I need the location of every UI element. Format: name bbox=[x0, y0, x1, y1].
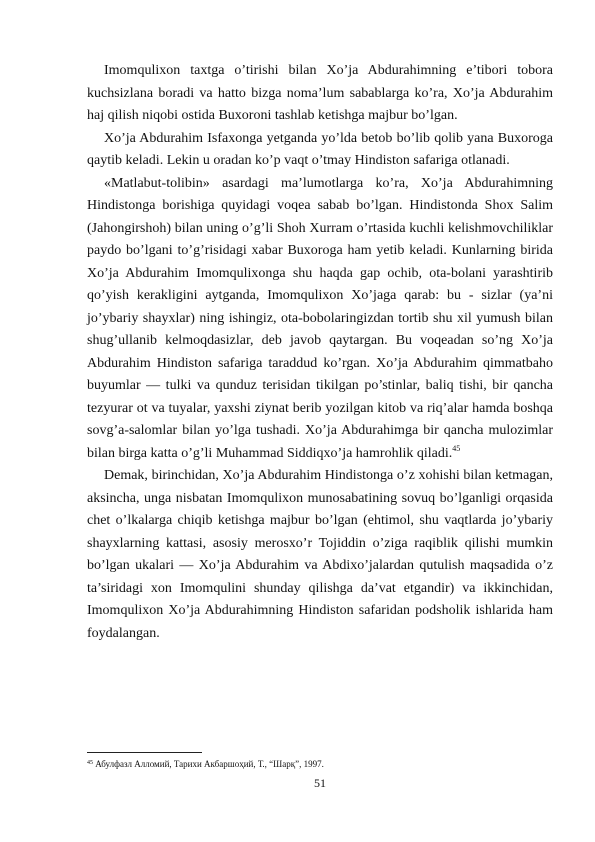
footnote-number: 45 bbox=[87, 760, 93, 766]
page-number: 51 bbox=[314, 776, 326, 790]
footnote bbox=[87, 759, 553, 769]
paragraph-1: Imomqulixon taxtga o’tirishi bilan Xo’ja Abdurahimning e’tibori tobora kuchsizlana boradi va hatto bizga noma’lum sabablarga ko’ra, Xo’ja Abdurahim haj qilish niqobi ostida Buxoroni tashlab ketishga majbur bo’lgan. bbox=[87, 63, 553, 123]
footnote-divider bbox=[87, 752, 202, 753]
footnote-text: Абулфазл Алломий, Тарихи Акбаршоҳий, Т., “Шарқ”, 1997. bbox=[95, 759, 324, 769]
paragraph-3-text: «Matlabut-tolibin» asardagi ma’lumotlarga ko’ra, Xo’ja Abdurahimning Hindistonga borishiga quyidagi voqea sabab bo’lgan. Hindistonda Shox Salim (Jahongirshoh) bilan uning o’g’li Shoh Xurram o’rtasida kuchli kelishmovchiliklar paydo bo’lgani to’g’risidagi xabar Buxoroga ham yetib keladi. Kunlarning birida Xo’ja Abdurahim Imomqulixonga shu haqda gap ochib, ota-bolani yarashtirib qo’yish kerakligini aytganda, Imomqulixon Xo’jaga qarab: bu - sizlar (ya’ni jo’ybariy shayxlar) ning ishingiz, ota-bobolaringizdan tortib shu xil yumush bilan shug’ullanib kelmoqdasizlar, deb javob qaytargan. Bu voqeadan so’ng Xo’ja Abdurahim Hindiston safariga taraddud ko’rgan. Xo’ja Abdurahim qimmatbaho buyumlar — tulki va qunduz terisidan tikilgan po’stinlar, baliq tishi, bir qancha tezyurar ot va tuyalar, yaxshi ziynat berib yozilgan kitob va riq’alar hamda boshqa sovg’a-salomlar bilan yo’lga tushadi. Xo’ja Abdurahimga bir qancha mulozimlar bilan birga katta o’g’li Muhammad Siddiqxo’ja hamrohlik qiladi. bbox=[87, 175, 553, 461]
body-text bbox=[87, 60, 553, 645]
footnote-reference[interactable]: 45 bbox=[452, 443, 461, 453]
paragraph-4: Demak, birinchidan, Xo’ja Abdurahim Hindistonga o’z xohishi bilan ketmagan, aksincha, unga nisbatan Imomqulixon munosabatining sovuq bo’lganligi orqasida chet o’lkalarga chiqib ketishga majbur bo’lgan (ehtimol, shu vaqtlarda jo’ybariy shayxlarning kattasi, asosiy merosxo’r Tojiddin o’ziga raqiblik qilishi mumkin bo’lgan ukalari — Xo’ja Abdurahim va Abdixo’jalardan qutulish maqsadida o’z ta’siridagi xon Imomqulini shunday qilishga da’vat etgandir) va ikkinchidan, Imomqulixon Xo’ja Abdurahimning Hindiston safaridan podsholik ishlarida ham foydalangan. bbox=[87, 468, 553, 641]
paragraph-2: Xo’ja Abdurahim Isfaxonga yetganda yo’lda betob bo’lib qolib yana Buxoroga qaytib keladi. Lekin u oradan ko’p vaqt o’tmay Hindiston safariga otlanadi. bbox=[87, 130, 553, 168]
paragraph-3 bbox=[87, 173, 553, 466]
